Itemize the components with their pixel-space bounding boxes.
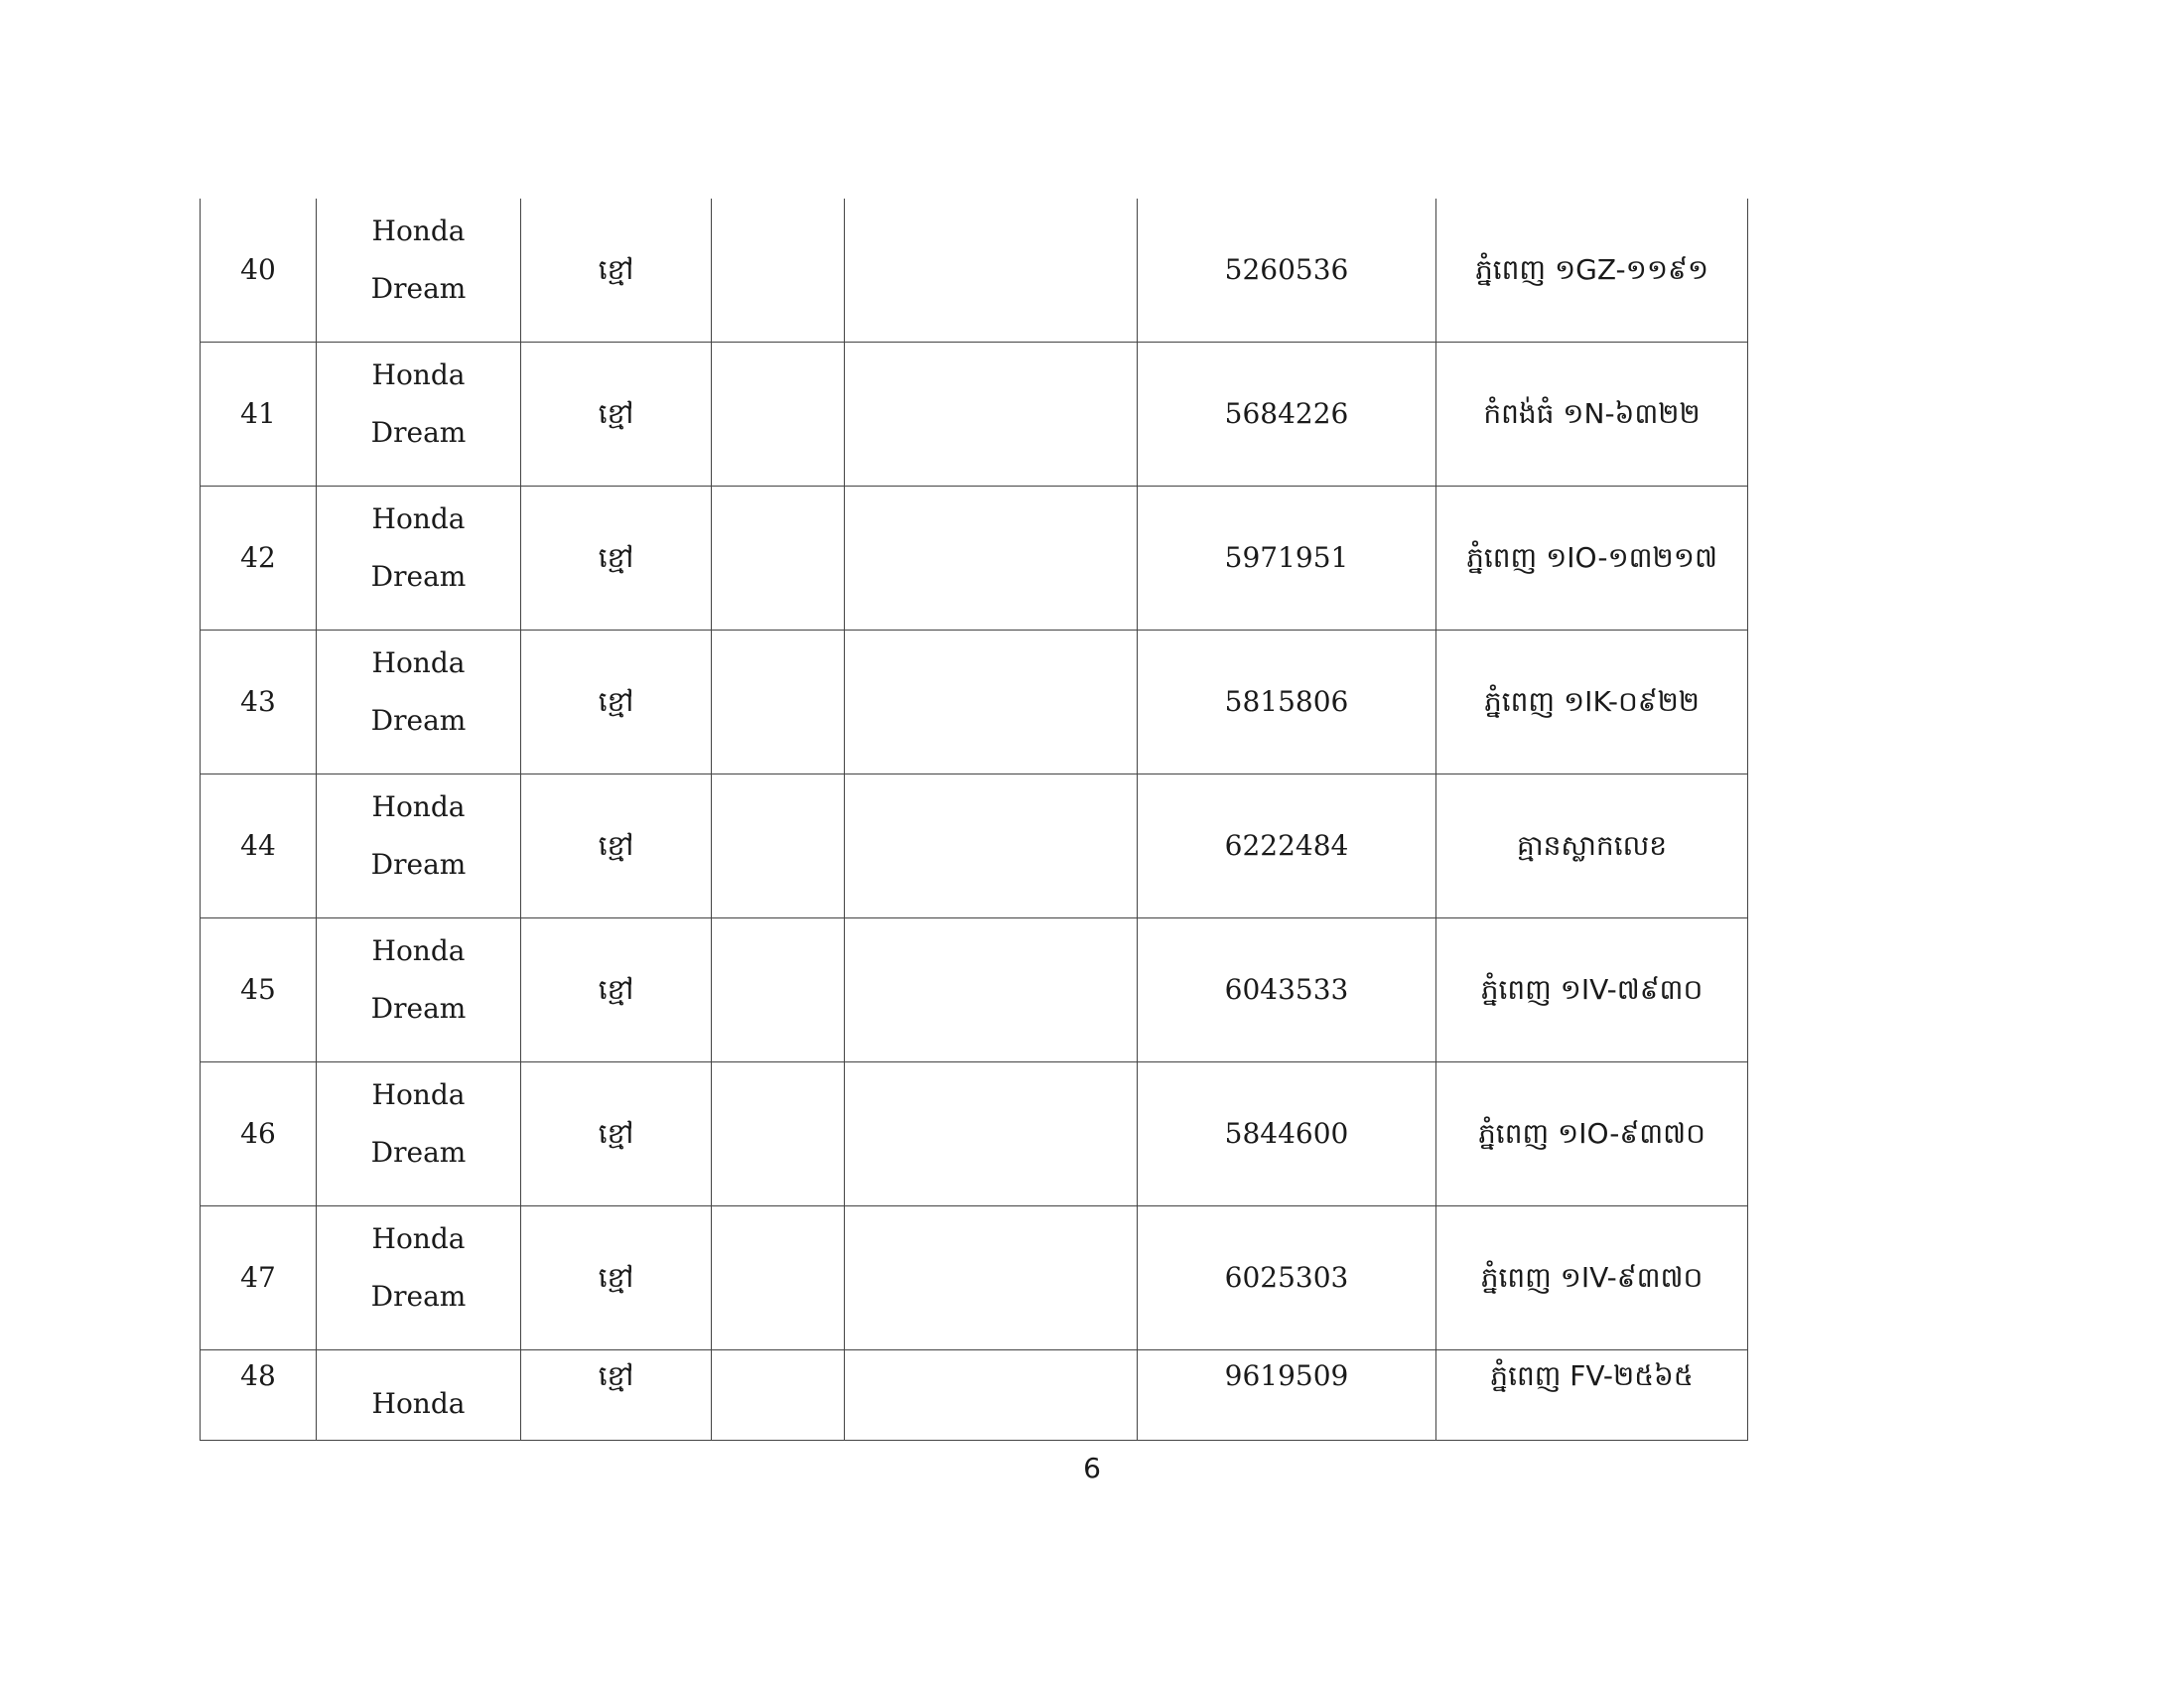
- row-number: 40: [201, 199, 317, 343]
- color-cell: ខ្មៅ: [521, 918, 712, 1062]
- model-cell: [317, 918, 521, 1062]
- brand-text: Honda: [371, 646, 466, 679]
- plate-cell: ភ្នំពេញ FV-២៥៦៥: [1436, 1350, 1748, 1441]
- row-number: 41: [201, 343, 317, 487]
- model-cell: [317, 199, 521, 343]
- frame-number-cell: 5684226: [1138, 343, 1436, 487]
- empty-cell: [712, 1350, 845, 1441]
- brand-text: Honda: [371, 502, 466, 535]
- row-number: 42: [201, 487, 317, 631]
- plate-cell: ភ្នំពេញ ១IO-៩៣៧០: [1436, 1062, 1748, 1206]
- empty-cell: [712, 631, 845, 774]
- table-row: [201, 343, 1748, 487]
- empty-cell: [845, 1350, 1138, 1441]
- table-row: [201, 918, 1748, 1062]
- empty-cell: [845, 1206, 1138, 1350]
- frame-number-cell: 6222484: [1138, 774, 1436, 918]
- page-number: 6: [1083, 1452, 1101, 1484]
- table-row: [201, 1062, 1748, 1206]
- frame-number-cell: 5844600: [1138, 1062, 1436, 1206]
- empty-cell: [712, 774, 845, 918]
- model-text: Dream: [370, 848, 467, 881]
- color-cell: ខ្មៅ: [521, 1206, 712, 1350]
- empty-cell: [712, 487, 845, 631]
- brand-text: Honda: [371, 214, 466, 247]
- color-cell: ខ្មៅ: [521, 631, 712, 774]
- row-number: 47: [201, 1206, 317, 1350]
- model-text: Dream: [370, 704, 467, 737]
- vehicle-table-body: [201, 199, 1748, 1441]
- model-cell: [317, 1350, 521, 1441]
- model-text: Dream: [370, 416, 467, 449]
- model-text: Dream: [370, 1136, 467, 1169]
- frame-number-cell: 5260536: [1138, 199, 1436, 343]
- color-cell: ខ្មៅ: [521, 774, 712, 918]
- table-row: [201, 774, 1748, 918]
- frame-number-cell: 5971951: [1138, 487, 1436, 631]
- table-row: [201, 1206, 1748, 1350]
- table-row: [201, 631, 1748, 774]
- empty-cell: [712, 918, 845, 1062]
- model-text: Dream: [370, 1280, 467, 1313]
- empty-cell: [712, 1062, 845, 1206]
- plate-cell: ភ្នំពេញ ១IK-០៩២២: [1436, 631, 1748, 774]
- brand-text: Honda: [371, 790, 466, 823]
- color-cell: ខ្មៅ: [521, 343, 712, 487]
- plate-cell: គ្មានស្លាកលេខ: [1436, 774, 1748, 918]
- model-cell: [317, 774, 521, 918]
- model-text: Dream: [370, 272, 467, 305]
- empty-cell: [845, 918, 1138, 1062]
- row-number: 48: [201, 1350, 317, 1441]
- empty-cell: [845, 774, 1138, 918]
- color-cell: ខ្មៅ: [521, 1062, 712, 1206]
- empty-cell: [845, 343, 1138, 487]
- model-cell: [317, 1206, 521, 1350]
- model-text: Dream: [370, 992, 467, 1025]
- empty-cell: [712, 199, 845, 343]
- frame-number-cell: 5815806: [1138, 631, 1436, 774]
- model-cell: [317, 1062, 521, 1206]
- plate-cell: ភ្នំពេញ ១IV-៧៩៣០: [1436, 918, 1748, 1062]
- model-cell: [317, 343, 521, 487]
- brand-text: Honda: [371, 934, 466, 967]
- table-row: [201, 1350, 1748, 1441]
- frame-number-cell: 6025303: [1138, 1206, 1436, 1350]
- row-number: 45: [201, 918, 317, 1062]
- color-cell: ខ្មៅ: [521, 487, 712, 631]
- row-number: 43: [201, 631, 317, 774]
- color-cell: ខ្មៅ: [521, 1350, 712, 1441]
- plate-cell: កំពង់ធំ ១N-៦៣២២: [1436, 343, 1748, 487]
- brand-text: Honda: [371, 1078, 466, 1111]
- row-number: 46: [201, 1062, 317, 1206]
- empty-cell: [712, 343, 845, 487]
- table-row: [201, 199, 1748, 343]
- frame-number-cell: 6043533: [1138, 918, 1436, 1062]
- empty-cell: [845, 199, 1138, 343]
- vehicle-table: [200, 199, 1748, 1441]
- brand-text: Honda: [371, 1387, 466, 1420]
- plate-cell: ភ្នំពេញ ១IV-៩៣៧០: [1436, 1206, 1748, 1350]
- empty-cell: [712, 1206, 845, 1350]
- empty-cell: [845, 1062, 1138, 1206]
- empty-cell: [845, 631, 1138, 774]
- plate-cell: ភ្នំពេញ ១IO-១៣២១៧: [1436, 487, 1748, 631]
- brand-text: Honda: [371, 1222, 466, 1255]
- brand-text: Honda: [371, 358, 466, 391]
- model-cell: [317, 631, 521, 774]
- empty-cell: [845, 487, 1138, 631]
- row-number: 44: [201, 774, 317, 918]
- model-cell: [317, 487, 521, 631]
- color-cell: ខ្មៅ: [521, 199, 712, 343]
- frame-number-cell: 9619509: [1138, 1350, 1436, 1441]
- model-text: Dream: [370, 560, 467, 593]
- table-row: [201, 487, 1748, 631]
- plate-cell: ភ្នំពេញ ១GZ-១១៩១: [1436, 199, 1748, 343]
